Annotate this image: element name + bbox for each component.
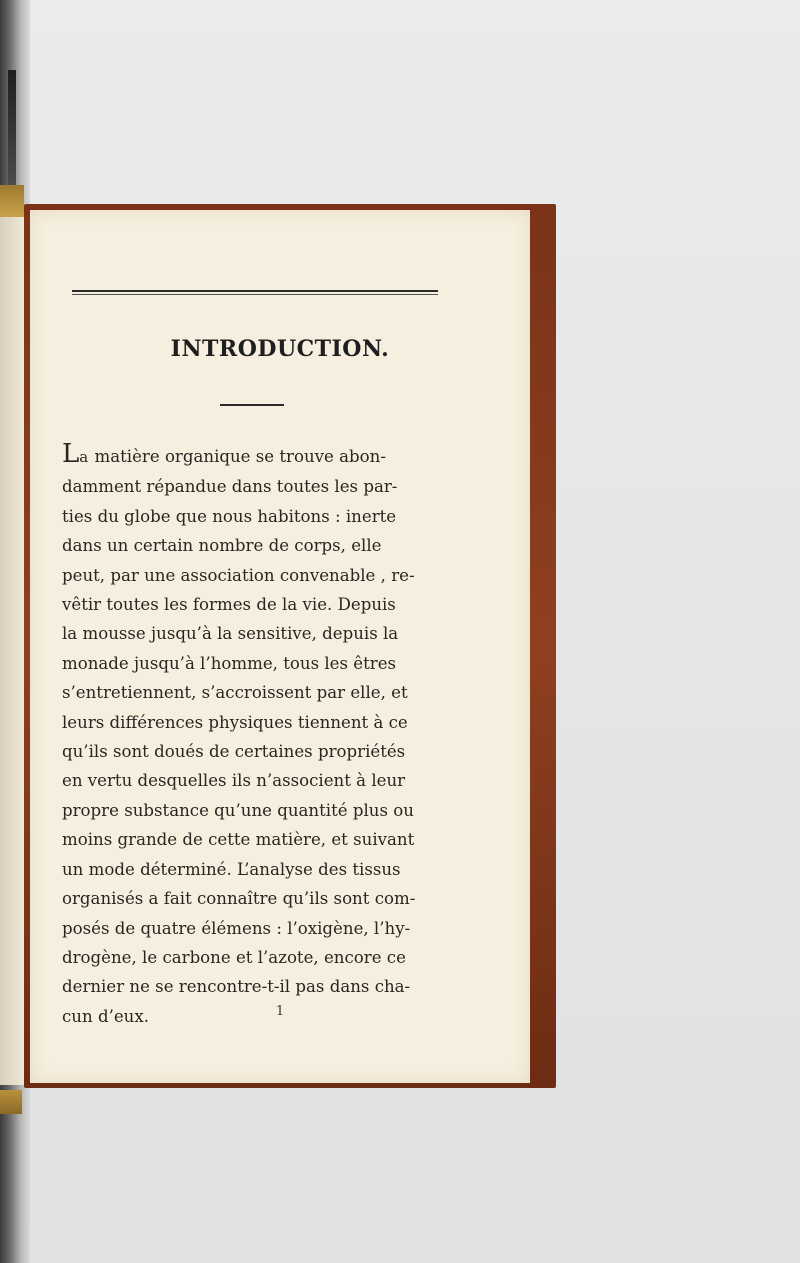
text-line: leurs différences physiques tiennent à ce [62, 712, 408, 732]
header-double-rule-thin [72, 294, 438, 295]
text-line: cun d’eux. [62, 1006, 149, 1026]
drop-cap: L [62, 439, 80, 469]
text-line: dans un certain nombre de corps, elle [62, 536, 382, 556]
text-line: qu’ils sont doués de certaines propriétés [62, 742, 406, 762]
text-line: un mode déterminé. L’analyse des tissus [62, 859, 401, 879]
text-line: organisés a fait connaître qu’ils sont com- [62, 889, 416, 909]
spine-gilt-top [0, 185, 24, 217]
spine-gilt-bottom [0, 1090, 22, 1114]
text-line: en vertu desquelles ils n’associent à leur [62, 771, 406, 791]
text-line: s’entretiennent, s’accroissent par elle, et [62, 683, 408, 703]
text-line: peut, par une association convenable , re- [62, 565, 415, 585]
body-paragraph [62, 440, 454, 1031]
text-line: ties du globe que nous habitons : inerte [62, 506, 397, 526]
drop-cap-rest: a [79, 448, 90, 466]
title-separator-rule [220, 404, 284, 406]
text-line: drogène, le carbone et l’azote, encore ce [62, 947, 406, 967]
text-line: dernier ne se rencontre-t-il pas dans cha- [62, 977, 411, 997]
text-line-1 [62, 440, 454, 472]
text-line: monade jusqu’à l’homme, tous les êtres [62, 653, 397, 673]
text-line: damment répandue dans toutes les par- [62, 477, 398, 497]
text-line: vêtir toutes les formes de la vie. Depuis [62, 595, 396, 615]
text-line: posés de quatre élémens : l’oxigène, l’hy- [62, 918, 411, 938]
chapter-title: INTRODUCTION. [170, 336, 390, 362]
text-line: la mousse jusqu’à la sensitive, depuis la [62, 624, 399, 644]
header-double-rule [72, 290, 438, 292]
signature-mark: 1 [275, 1004, 285, 1019]
text-line: propre substance qu’une quantité plus ou [62, 800, 414, 820]
text-line-1-rest: matière organique se trouve abon- [89, 447, 386, 466]
text-line: moins grande de cette matière, et suivant [62, 830, 415, 850]
